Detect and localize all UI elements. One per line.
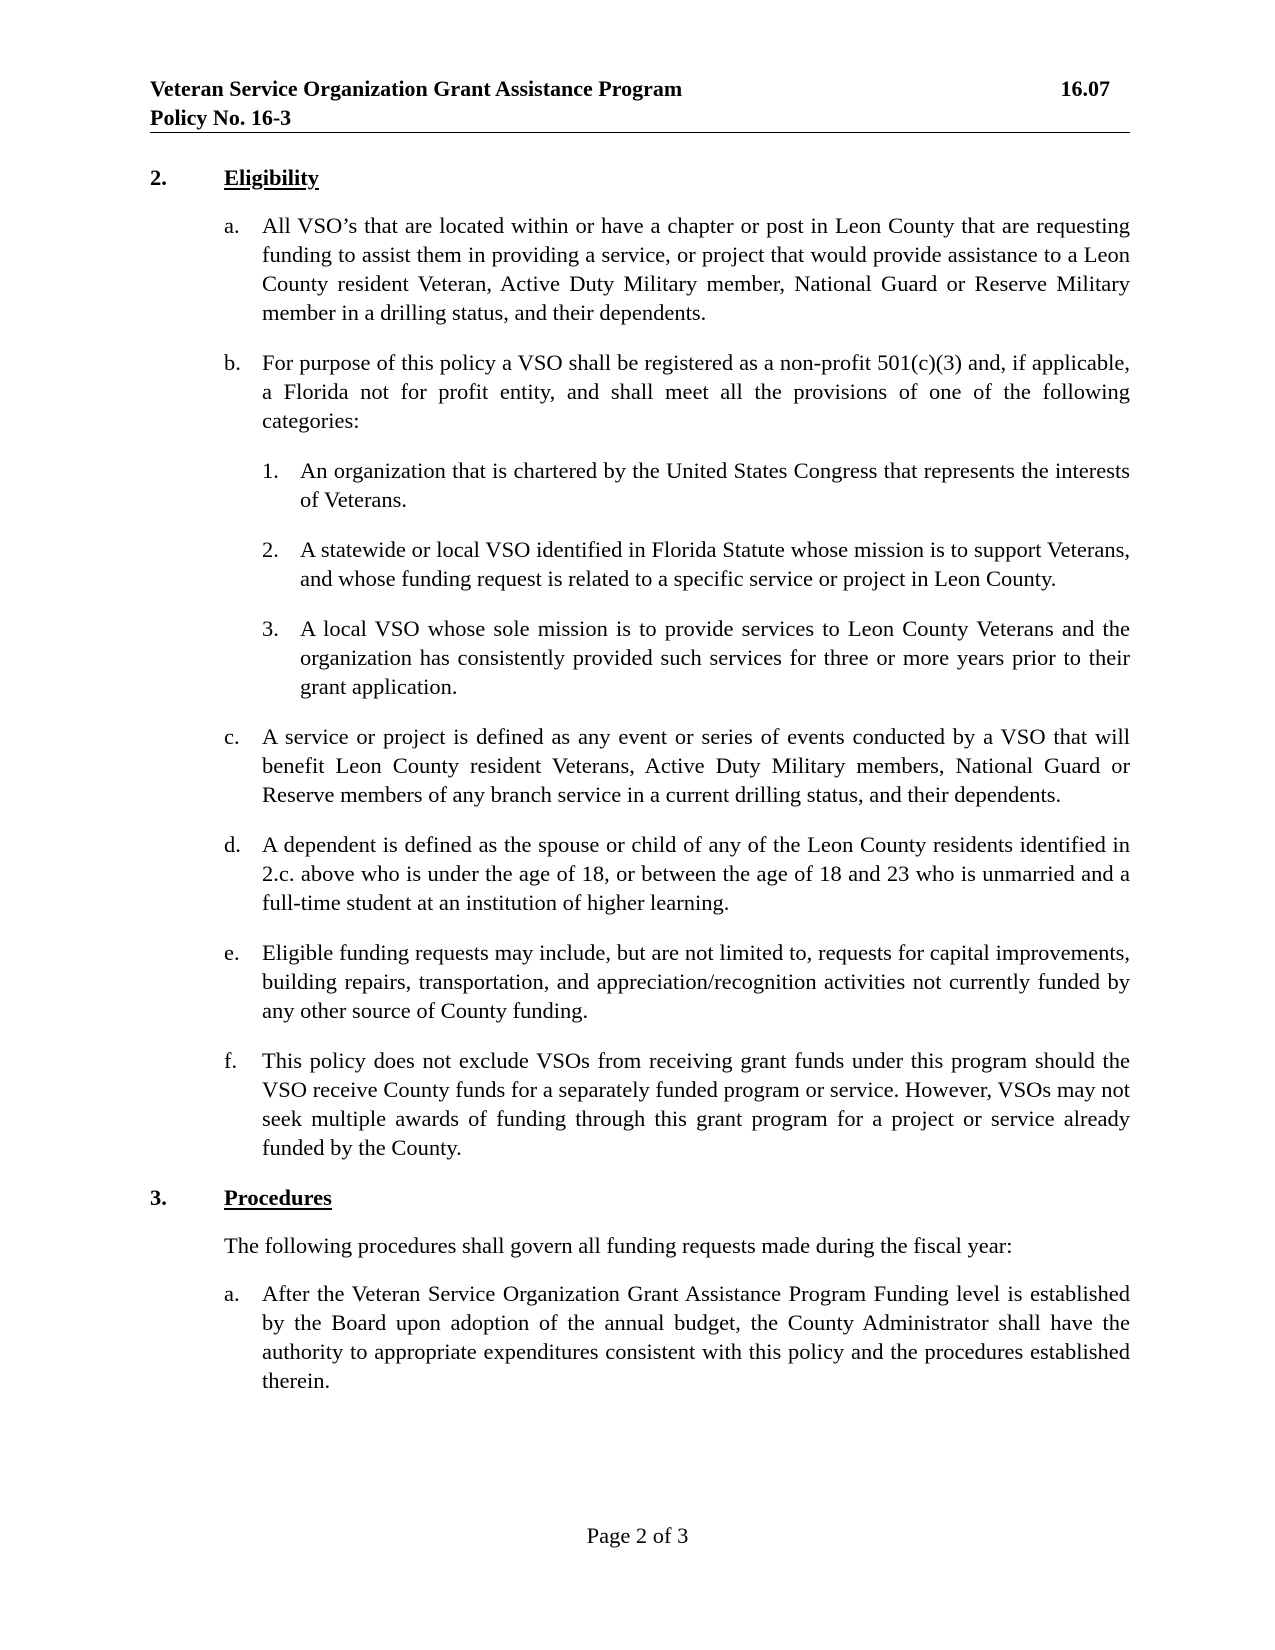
list-item [224,1046,1130,1162]
list-item-text: This policy does not exclude VSOs from receiving grant funds under this program should the VSO receive County funds for a separately funded program or service. However, VSOs may not seek multiple awards of funding through this grant program for a project or service already funded by the County. [262,1048,1130,1160]
list-item-text: A service or project is defined as any event or series of events conducted by a VSO that will benefit Leon County resident Veterans, Active Duty Military members, National Guard or Reserve members of any branch service in a current drilling status, and their dependents. [262,724,1130,807]
header-title: Veteran Service Organization Grant Assistance Program [150,76,683,101]
header-policy-number: Policy No. 16-3 [150,105,292,130]
list-item-text: Eligible funding requests may include, but are not limited to, requests for capital improvements, building repairs, transportation, and appreciation/recognition activities not currently funded by any other source of County funding. [262,940,1130,1023]
section-heading-eligibility [150,163,1130,192]
sub-list-item-text: A statewide or local VSO identified in Florida Statute whose mission is to support Veterans, and whose funding request is related to a specific service or project in Leon County. [300,537,1130,591]
sub-list-item-label: 1. [262,458,279,483]
document-body [150,163,1130,1416]
list-item-label: b. [224,350,241,375]
list-item-label: f. [224,1048,238,1073]
list-item [224,830,1130,917]
list-item-label: e. [224,940,240,965]
list-item [224,211,1130,327]
section-number: 2. [150,165,167,190]
list-item-label: a. [224,1281,240,1306]
section-title: Eligibility [224,165,320,190]
list-item [224,348,1130,435]
sub-list-item [262,614,1130,701]
section-title: Procedures [224,1185,332,1210]
list-item-text: A dependent is defined as the spouse or child of any of the Leon County residents identified in 2.c. above who is under the age of 18, or between the age of 18 and 23 who is unmarried and a full-time student at an institution of higher learning. [262,832,1130,915]
list-item [224,722,1130,809]
list-item-label: d. [224,832,241,857]
header-section-code: 16.07 [1060,76,1110,101]
list-item-text: All VSO’s that are located within or have a chapter or post in Leon County that are requesting funding to assist them in providing a service, or project that would provide assistance to a Leon County resident Veteran, Active Duty Military member, National Guard or Reserve Military member in a drilling status, and their dependents. [262,213,1130,325]
section-number: 3. [150,1185,167,1210]
page-number: Page 2 of 3 [586,1523,689,1548]
sub-list-item-label: 2. [262,537,279,562]
list-item [224,1279,1130,1395]
list-item-text: After the Veteran Service Organization Grant Assistance Program Funding level is established by the Board upon adoption of the annual budget, the County Administrator shall have the authority to appropriate expenditures consistent with this policy and the procedures established therein. [262,1281,1130,1393]
sub-list-item-label: 3. [262,616,279,641]
list-item-label: a. [224,213,240,238]
list-item-label: c. [224,724,240,749]
page-header [150,74,1130,132]
sub-list-item-text: An organization that is chartered by the United States Congress that represents the interests of Veterans. [300,458,1130,512]
section-heading-procedures [150,1183,1130,1212]
sub-list-item [262,535,1130,593]
procedures-intro: The following procedures shall govern all funding requests made during the fiscal year: [224,1233,1013,1258]
sub-list-item-text: A local VSO whose sole mission is to provide services to Leon County Veterans and the organization has consistently provided such services for three or more years prior to their grant application. [300,616,1130,699]
list-item [224,938,1130,1025]
header-divider [150,132,1130,133]
list-item-text: For purpose of this policy a VSO shall be registered as a non-profit 501(c)(3) and, if applicable, a Florida not for profit entity, and shall meet all the provisions of one of the following categories: [262,350,1130,433]
sub-list-item [262,456,1130,514]
